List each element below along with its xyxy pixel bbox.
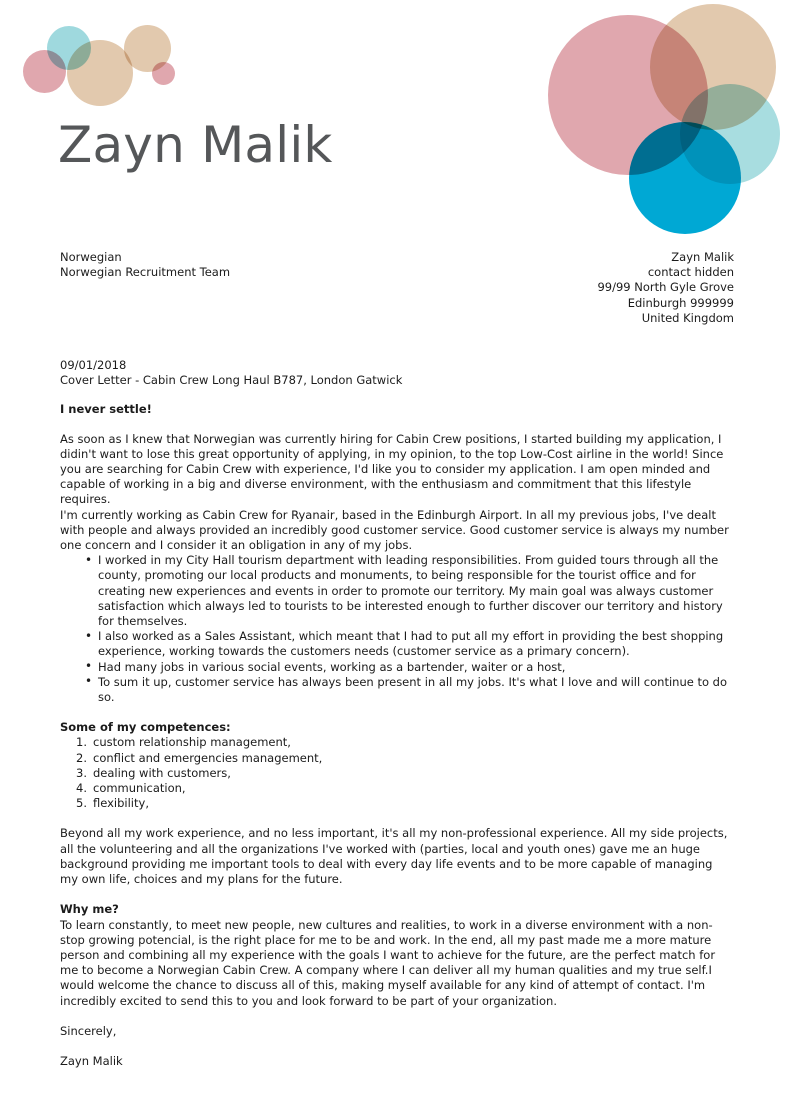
paragraph-current-role: I'm currently working as Cabin Crew for Ryanair, based in the Edinburgh Airport. In all my previous jobs, I've dealt with people and always provided an incredibly good customer service. Good customer service is always my number one concern and I consider it an obligation in any of my jobs. (60, 507, 729, 553)
pink-circle-tiny (152, 62, 175, 85)
letter-headline: I never settle! (60, 402, 152, 417)
closing-salutation: Sincerely, (60, 1023, 117, 1038)
contact-street: 99/99 North Gyle Grove (597, 280, 734, 295)
recipient-address (60, 250, 230, 280)
paragraph-why-me: To learn constantly, to meet new people, new cultures and realities, to work in a diverse environment with a non-stop growing potencial, is the right place for me to be and work. In the end, all my past made me a more mature person and combining all my experience with the goals I want to achieve for the future, are the perfect match for me to become a Norwegian Cabin Crew. A company where I can deliver all my human qualities and my true self.I would welcome the chance to discuss all of this, making myself available for any kind of attempt of contact. I'm incredibly excited to send this to you and look forward to be part of your organization. (60, 917, 716, 1008)
pink-circle-large (548, 15, 708, 175)
list-item: • To sum it up, customer service has always been present in all my jobs. It's what I love and will continue to do so. (85, 675, 734, 705)
cyan-circle-small (47, 26, 91, 70)
letter-date: 09/01/2018 (60, 358, 127, 372)
contact-city-postcode: Edinburgh 999999 (627, 295, 734, 310)
why-me-title: Why me? (60, 902, 119, 917)
decorative-circles-top-left (0, 0, 220, 130)
contact-name: Zayn Malik (671, 250, 734, 264)
pink-circle-small (23, 50, 66, 93)
competences-title: Some of my competences: (60, 720, 231, 735)
letter-subject: Cover Letter - Cabin Crew Long Haul B787, London Gatwick (60, 373, 403, 388)
list-item: • Had many jobs in various social events, working as a bartender, waiter or a host, (85, 660, 734, 675)
contact-phone: contact hidden (647, 265, 734, 280)
tan-circle-medium (124, 25, 171, 72)
paragraph-non-professional: Beyond all my work experience, and no less important, it's all my non-professional experience. All my side projects, all the volunteering and all the organizations I've worked with (parties, local and youth ones) gave me an huge background providing me important tools to deal with every day life events and to be more capable of managing my own life, choices and my plans for the future. (60, 826, 728, 887)
paragraph-intro: As soon as I knew that Norwegian was currently hiring for Cabin Crew positions, I started building my application, I didin't want to lose this great opportunity of applying, in my opinion, to the top Low-Cost airline in the world! Since you are searching for Cabin Crew with experience, I'd like you to consider my application. I am open minded and capable of working in a big and diverse environment, with the enthusiasm and commitment that this lifestyle requires. (60, 431, 724, 507)
recipient-team: Norwegian Recruitment Team (60, 265, 231, 280)
decorative-circles-top-right (530, 0, 792, 240)
contact-country: United Kingdom (641, 310, 734, 325)
list-item: • I also worked as a Sales Assistant, which meant that I had to put all my effort in providing the best shopping experience, working towards the customers needs (customer service as a primary concern). (85, 629, 734, 659)
tan-circle-large (67, 40, 133, 106)
list-item: custom relationship management, (93, 735, 291, 750)
list-item: communication, (93, 781, 186, 796)
competences-numbered-list (60, 735, 734, 811)
blue-circle-solid (629, 122, 741, 234)
list-item: flexibility, (93, 796, 149, 811)
cyan-circle-medium (680, 84, 780, 184)
list-item: conflict and emergencies management, (93, 750, 323, 765)
recipient-company: Norwegian (60, 250, 122, 264)
tan-circle-large (650, 4, 776, 130)
list-item: dealing with customers, (93, 765, 231, 780)
signature-name: Zayn Malik (60, 1053, 123, 1068)
cover-letter-body (60, 358, 734, 1069)
page-title: Zayn Malik (58, 116, 333, 174)
experience-bullet-list (60, 553, 734, 705)
sender-contact-details (597, 250, 734, 326)
address-block (60, 250, 734, 326)
list-item: • I worked in my City Hall tourism department with leading responsibilities. From guided tours through all the county, promoting our local products and monuments, to being responsible for the tourist office and for creating new experiences and events in order to promote our territory. My main goal was always customer satisfaction which always led to tourists to be interested enough to further discover our territory and history for themselves. (85, 553, 734, 629)
